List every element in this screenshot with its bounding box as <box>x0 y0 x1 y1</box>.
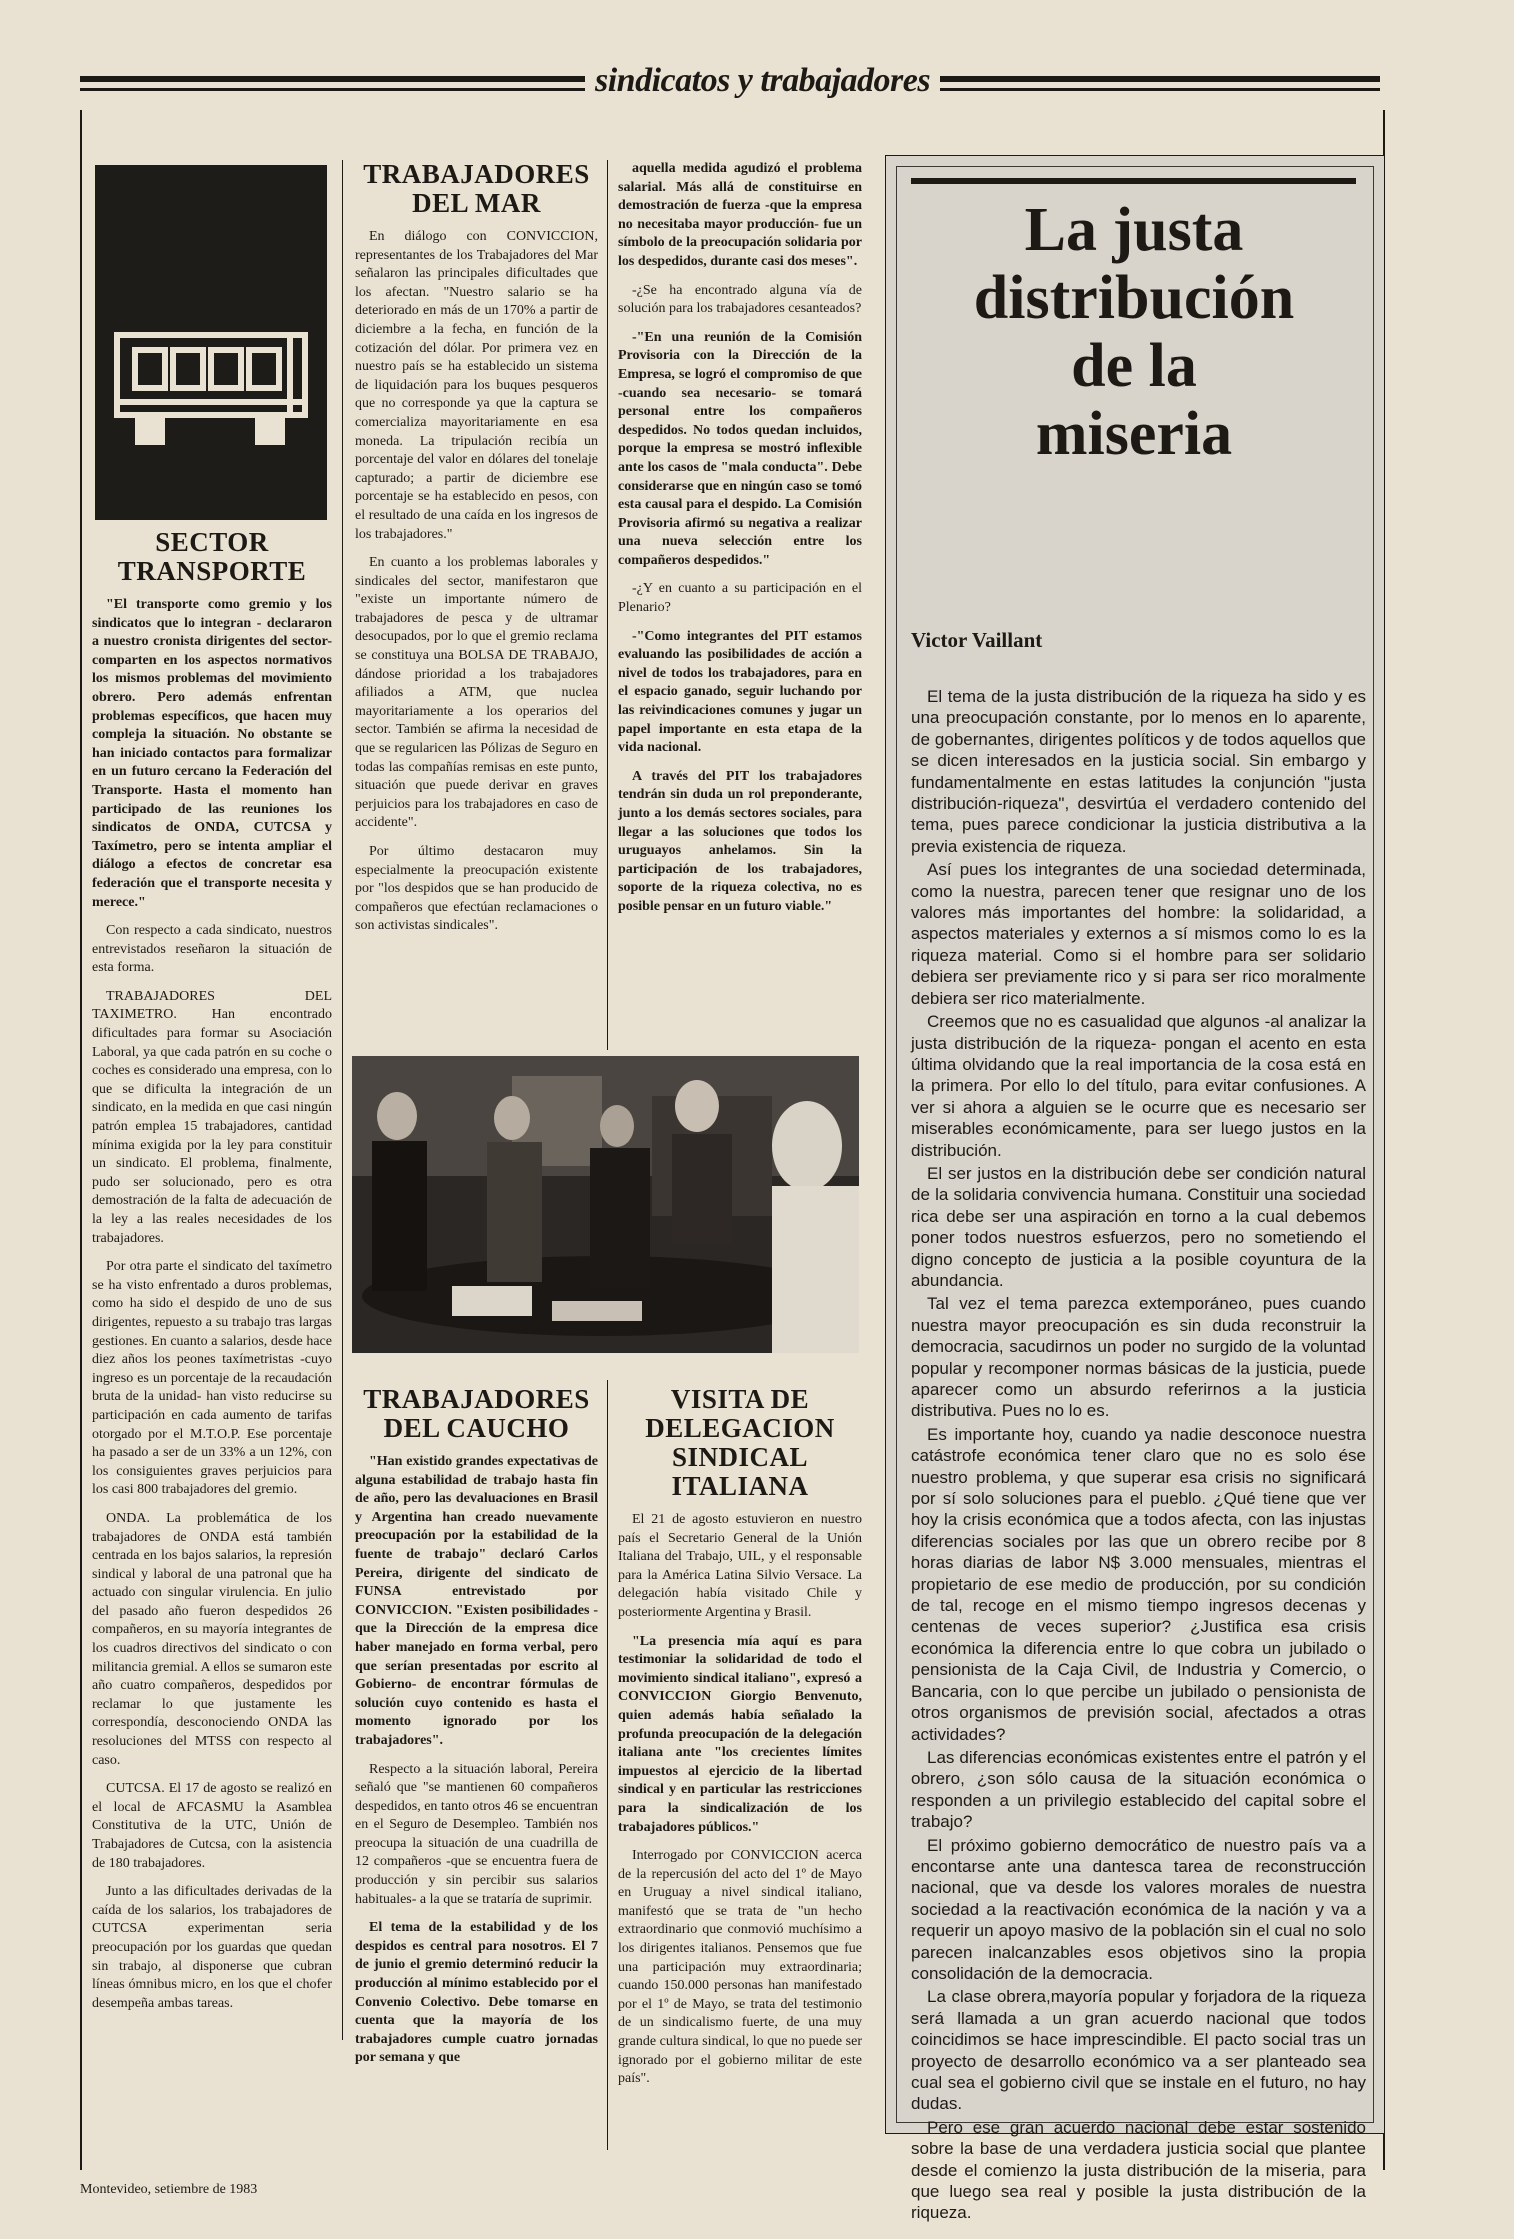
paragraph: El tema de la estabilidad y de los despidos es central para nosotros. El 7 de junio el gremio determinó reducir la producción al mínimo establecido por el Convenio Colectivo. Debe tomarse en cuenta que la mayoría de los trabajadores cumple cuatro jornadas por semana y que <box>355 1920 598 2066</box>
paragraph: El 21 de agosto estuvieron en nuestro país el Secretario General de la Unión Italiana del Trabajo, UIL, y el responsable para la América Latina Silvio Versace. La delegación había visitado Chile y posteriormente Argentina y Brasil. <box>618 1512 862 1620</box>
feature-author: Victor Vaillant <box>911 628 1043 652</box>
section-header <box>80 62 1380 102</box>
paragraph: -¿Se ha encontrado alguna vía de solución para los trabajadores cesanteados? <box>618 282 862 317</box>
paragraph: Creemos que no es casualidad que algunos -al analizar la justa distribución de la riqueza- pongan el acento en esta última olvidando que la real importancia de la cosa está en la primera. Por ello lo del título, para evitar confusiones. A ver si ahora a alguien se le ocurre que es necesario ser miserables económicamente, para ser luego justos en la distribución. <box>911 1012 1366 1160</box>
bus-icon <box>95 165 327 520</box>
mar-continuation <box>618 160 862 927</box>
paragraph: Interrogado por CONVICCION acerca de la repercusión del acto del 1º de Mayo en Uruguay a nivel sindical italiano, manifestó que se trata de "un hecho extraordinario que conmovió muchísimo a los dirigentes italianos. Pensemos que fue una participación muy extraordinaria; cuando 150.000 personas han manifestado por el 1º de Mayo, se trata del testimonio de un sindicalismo fuerte, de una muy grande cultura sindical, lo que no puede ser ignorado por el gobierno militar de este país". <box>618 1848 862 2087</box>
visita-article <box>618 1385 862 2099</box>
paragraph: -"Como integrantes del PIT estamos evaluando las posibilidades de acción a nivel de todos los trabajadores, para en el espacio ganado, seguir luchando por las reivindicaciones comunes y jugar un papel importante en esta etapa de la vida nacional. <box>618 628 862 756</box>
paragraph: Por otra parte el sindicato del taxímetro se ha visto enfrentado a duros problemas, como ha sido el despido de uno de sus dirigentes, repuesto a su trabajo tras largas gestiones. En cuanto a salarios, desde hace diez años los peones taxímetristas -cuyo ingreso es un porcentaje de la recaudación bruta de la unidad- han visto reducirse su participación en cada aumento de tarifas otorgado por el M.T.O.P. Ese porcentaje ha pasado a ser de un 33% a un 12%, con los consiguientes graves perjuicios para los casi 800 trabajadores del gremio. <box>92 1259 332 1498</box>
paragraph: TRABAJADORES DEL TAXIMETRO. Han encontrado dificultades para formar su Asociación Laboral, ya que cada patrón en su coche o coches es considerado una empresa, con lo que se dificulta la integración de un sindicato, en la medida en que casi ningún patrón emplea 15 trabajadores, cantidad mínima exigida por la ley para constituir un sindicato. El problema, finalmente, pudo ser solucionado, pero es otra demostración de la falta de adecuación de la ley a las reales necesidades de los trabajadores. <box>92 988 332 1246</box>
paragraph: Así pues los integrantes de una sociedad determinada, como la nuestra, parecen tener que resignar uno de los valores más importantes del hombre: la solidaridad, a aspectos materiales y externos a sí mismos como lo es la riqueza material. Como si el hombre para ser solidario debiera ser previamente rico y si para ser rico moralmente debiera ser rico materialmente. <box>911 860 1366 1008</box>
meeting-photo <box>352 1056 859 1353</box>
mar-article <box>355 160 598 946</box>
opinion-feature-box <box>885 155 1385 2223</box>
visita-heading: VISITA DE DELEGACION SINDICAL ITALIANA <box>645 1384 835 1501</box>
paragraph: El tema de la justa distribución de la riqueza ha sido y es una preocupación constante, por lo menos en lo aparente, de gobernantes, dirigentes políticos y de todos aquellos que se dicen interesados en la justicia social. Sin embargo y fundamentalmente en estas latitudes la conjunción "justa distribución-riqueza", desvirtúa el verdadero contenido del tema, pues parece condicionar la justicia distributiva a la previa existencia de riqueza. <box>911 687 1366 856</box>
transport-illustration <box>95 165 327 520</box>
section-title: sindicatos y trabajadores <box>585 62 940 100</box>
paragraph: Las diferencias económicas existentes entre el patrón y el obrero, ¿son sólo causa de la situación económica o responden a un privilegio establecido del capital sobre el trabajo? <box>911 1747 1366 1832</box>
paragraph: CUTCSA. El 17 de agosto se realizó en el local de AFCASMU la Asamblea Constitutiva de la UTC, Unión de Trabajadores de Cutcsa, con la asistencia de 180 trabajadores. <box>92 1781 332 1871</box>
paragraph: Es importante hoy, cuando ya nadie desconoce nuestra catástrofe económica tener claro que no es solo ése nuestro problema, y que superar esa crisis no significará por sí solo soluciones para el pueblo. ¿Qué tiene que ver hoy la crisis económica que a todos afecta, con las injustas diferencias sociales por las que un obrero recibe por 8 horas diarias de labor N$ 3.000 mensuales, mientras el propietario de ese medio de producción, por su condición de tal, recoge en el mismo tiempo ingresos decenas y centenas de veces superior? ¿Justifica esa crisis económica la diferencia entre lo que cobra un jubilado o pensionista de la Caja Civil, de Industria y Comercio, o Bancaria, con lo que percibe un jubilado o pensionista de otros organismos de previsión social, afectados a otras actividades? <box>911 1424 1366 1744</box>
paragraph: -"En una reunión de la Comisión Provisoria con la Dirección de la Empresa, se logró el compromiso de que -cuando sea necesario- se tomará personal entre los compañeros despedidos. No todos quedan incluidos, porque la empresa se mostró inflexible ante los casos de "mala conducta". Debe considerarse que en ningún caso se tomó esta causal para el despido. La Comisión Provisoria afirmó su negativa a realizar una nueva selección entre los compañeros despedidos." <box>618 329 862 568</box>
caucho-heading: TRABAJADORES DEL CAUCHO <box>363 1384 590 1443</box>
paragraph: Junto a las dificultades derivadas de la caída de los salarios, los trabajadores de CUTCSA experimentan seria preocupación por los guardas que quedan sin trabajo, al disponerse que cubran líneas ómnibus micro, en los que el chofer desempeña ambas tareas. <box>92 1884 332 2011</box>
caucho-article <box>355 1385 598 2078</box>
paragraph: En diálogo con CONVICCION, representantes de los Trabajadores del Mar señalaron las principales dificultades que los afectan. "Nuestro salario se ha deteriorado en más de un 170% a partir de diciembre a la fecha, en función de la cotización del dólar. Por primera vez en nuestro país se ha establecido un sistema de liquidación para los buques pesqueros que no corresponde ya que la captura se comercializa mayoritariamente en esa moneda. La tripulación recibía un porcentaje del valor en dólares del tonelaje capturado; a partir de diciembre ese porcentaje se ha establecido en pesos, con el resultado de una caída en los ingresos de los trabajadores." <box>355 229 598 542</box>
paragraph: -¿Y en cuanto a su participación en el Plenario? <box>618 581 862 616</box>
transporte-heading: SECTOR TRANSPORTE <box>117 527 307 586</box>
paragraph: El ser justos en la distribución debe ser condición natural de la solidaria convivencia humana. Constituir una sociedad rica debe ser una aspiración en torno a la cual debemos poner todos nuestros esfuerzos, pero no sometiendo el digno concepto de justicia a la posible coyuntura de la abundancia. <box>911 1163 1366 1290</box>
paragraph: En cuanto a los problemas laborales y sindicales del sector, manifestaron que "existe un importante número de trabajadores de pesca y de ultramar desocupados, por lo que el gremio reclama se constituya una BOLSA DE TRABAJO, dándose prioridad a los trabajadores afiliados a ATM, que nuclea mayoritariamente a los operarios del sector. También se afirma la necesidad de que se regularicen las Pólizas de Seguro en todas las compañías remisas en este punto, situación que puede derivar en graves perjuicios para los trabajadores en caso de accidente". <box>355 555 598 831</box>
paragraph: A través del PIT los trabajadores tendrán sin duda un rol preponderante, junto a los demás sectores sociales, para llegar a las soluciones que todos los uruguayos anhelamos. Sin la participación de los trabajadores, soporte de la riqueza colectiva, no es posible pensar en un futuro viable." <box>618 768 862 914</box>
mar-heading: TRABAJADORES DEL MAR <box>363 159 590 218</box>
paragraph: Respecto a la situación laboral, Pereira señaló que "se mantienen 60 compañeros despedidos, en tanto otros 46 se encuentran en el Seguro de Desempleo. También nos preocupa la situación de una cuadrilla de 12 compañeros -que se encuentra fuera de producción y sin percibir sus salarios habituales- a la que se trataría de suprimir. <box>355 1761 598 1907</box>
paragraph: aquella medida agudizó el problema salarial. Más allá de constituirse en demostración de fuerza -que la empresa no necesitaba mayor producción- fue un símbolo de la preocupación solidaria por los despedidos, durante casi dos meses". <box>618 161 862 269</box>
feature-body <box>911 686 1366 2226</box>
photo-image <box>352 1056 859 1353</box>
transporte-article <box>92 528 332 2023</box>
paragraph: "Han existido grandes expectativas de alguna estabilidad de trabajo hasta fin de año, pero las devaluaciones en Brasil y Argentina han creado nuevamente preocupación por la estabilidad de la fuente de trabajo" declaró Carlos Pereira, dirigente del sindicato de FUNSA entrevistado por CONVICCION. "Existen posibilidades -que la Dirección de la empresa dice haber manejado en forma verbal, pero que serían presentadas por escrito al Gobierno- de encontrar fórmulas de solución cuyo contenido es hasta el momento ignorado por los trabajadores". <box>355 1454 598 1748</box>
paragraph: La clase obrera,mayoría popular y forjadora de la riqueza será llamada a un gran acuerdo nacional que todos coincidimos se hace imprescindible. El pacto social tras un proyecto de desarrollo económico va a ser planteado sea cual sea el gobierno civil que se instale en el futuro, no hay dudas. <box>911 1987 1366 2114</box>
feature-title: La justa distribución de la miseria <box>973 196 1295 468</box>
page-dateline: Montevideo, setiembre de 1983 <box>80 2182 258 2197</box>
paragraph: ONDA. La problemática de los trabajadores de ONDA está también centrada en los bajos salarios, la represión sindical y laboral de una patronal que ha actuado con singular virulencia. En julio del pasado año fueron despedidos 26 compañeros, en su mayoría integrantes de los cuadros directivos del sindicato o con militancia gremial. A ellos se sumaron este año cuatro compañeros, despedidos por reclamar lo que justamente les correspondía, desconociendo ONDA las resoluciones del MTSS con respecto al caso. <box>92 1510 332 1768</box>
paragraph: "El transporte como gremio y los sindicatos que lo integran - declararon a nuestro cronista dirigentes del sector- comparten en los aspectos normativos los mismos problemas del movimiento obrero. Pero además enfrentan problemas específicos, que hacen muy compleja la situación. No obstante se han iniciado contactos para formalizar en un futuro cercano la Federación del Transporte. Hasta el momento han participado de las reuniones los sindicatos de ONDA, CUTCSA y Taxímetro, pero se intenta ampliar el diálogo a efectos de concretar esa federación que el transporte necesita y merece." <box>92 597 332 910</box>
paragraph: Con respecto a cada sindicato, nuestros entrevistados reseñaron la situación de esta forma. <box>92 923 332 976</box>
paragraph: Tal vez el tema parezca extemporáneo, pues cuando nuestra mayor preocupación es sin duda reconstruir la democracia, sacudirnos un poder no surgido de la voluntad popular y recomponer normas básicas de la justicia, puede aparecer como un absurdo referirnos a la justicia distributiva. Pues no lo es. <box>911 1294 1366 1421</box>
paragraph: "La presencia mía aquí es para testimoniar la solidaridad de todo el movimiento sindical italiano", expresó a CONVICCION Giorgio Benvenuto, quien además había señalado la profunda preocupación de la delegación italiana ante "los crecientes límites impuestos al ejercicio de la libertad sindical y en particular las restricciones para la sindicalización de los trabajadores públicos." <box>618 1633 862 1835</box>
paragraph: El próximo gobierno democrático de nuestro país va a encontarse ante una dantesca tarea de reconstrucción nacional, que va desde los valores morales de nuestra sociedad a la reactivación económica de la nación y va a requerir un apoyo masivo de la población sin el cual no solo parecen inalcanzables esos objetivos sino la propia consolidación de la democracia. <box>911 1835 1366 1983</box>
paragraph: Por último destacaron muy especialmente la preocupación existente por "los despidos que se han producido de compañeros que efectúan reclamaciones o son activistas sindicales". <box>355 844 598 934</box>
paragraph: Pero ese gran acuerdo nacional debe estar sostenido sobre la base de una verdadera justicia social que plantee desde el comienzo la justa distribución de la miseria, para que luego sea real y posible la justa distribución de la riqueza. <box>911 2117 1366 2223</box>
